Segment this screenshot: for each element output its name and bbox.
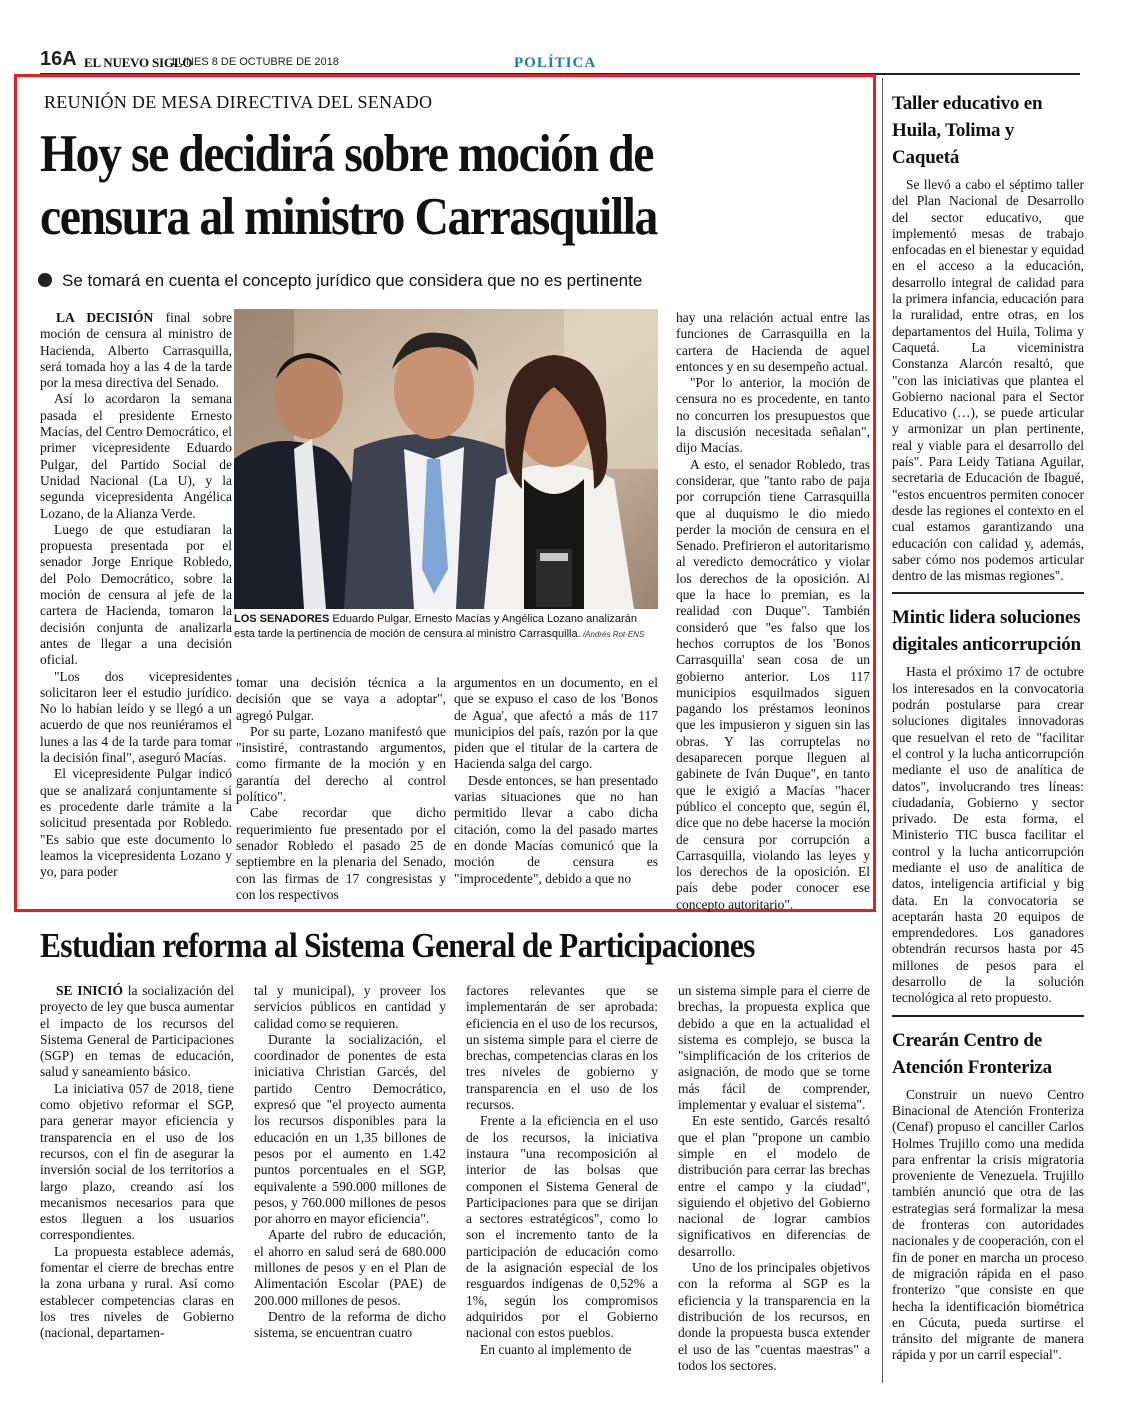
sidebar xyxy=(892,90,1084,1364)
bullet-icon xyxy=(38,273,52,287)
paragraph xyxy=(40,983,234,1081)
paragraph xyxy=(40,310,232,391)
second-column-1 xyxy=(40,983,234,1342)
paragraph: "Los dos vicepresidentes solicitaron leer el estudio jurídico. No lo habían leído y se llegó a un acuerdo de que nos reuniéramos el lunes a las 4 de la tarde para tomar la decisión final", aseguró Macías. xyxy=(40,668,232,766)
issue-date: LUNES 8 DE OCTUBRE DE 2018 xyxy=(172,56,339,68)
paragraph: "Por lo anterior, la moción de censura no es procedente, en tanto no concurren los presupuestos que la discusión necesitada señalan", dijo Macías. xyxy=(676,375,870,456)
senators-photo xyxy=(234,309,658,609)
paragraph: Desde entonces, se han presentado varias situaciones que no han permitido llevar a cabo dicha citación, como la del pasado martes en donde Macías comunicó que la moción de censura es "improcedente", debido a que no xyxy=(454,772,658,886)
sidebar-title-fronteriza: Crearán Centro de Atención Fronteriza xyxy=(892,1029,1052,1078)
paragraph: hay una relación actual entre las funciones de Carrasquilla en la cartera de Hacienda de aquel entonces y en su desempeño actual. xyxy=(676,310,870,374)
main-column-4 xyxy=(676,310,870,913)
sidebar-story-fronteriza xyxy=(892,1087,1084,1364)
sidebar-rule xyxy=(892,592,1084,594)
paragraph: Por su parte, Lozano manifestó que "insistiré, contrastando argumentos, como firmante de la moción y en garantía del derecho al control político". xyxy=(236,723,446,805)
caption-lead: LOS SENADORES xyxy=(234,613,330,625)
paragraph: un sistema simple para el cierre de brechas, la propuesta explica que debido a que en la actualidad el sistema es complejo, se busca la "simplificación de los criterios de asignación, de modo que se torne más fácil de comprender, implementar y evaluar el sistema". xyxy=(678,983,870,1113)
main-headline xyxy=(40,123,778,249)
second-column-4 xyxy=(678,983,870,1374)
second-headline: Estudian reforma al Sistema General de Participaciones xyxy=(40,926,755,965)
main-subhead-text: Se tomará en cuenta el concepto jurídico que considera que no es pertinente xyxy=(62,271,643,290)
paragraph: La propuesta establece además, fomentar el cierre de brechas entre la zona urbana y rural. Así como establecer competencias claras en los tres niveles de Gobierno (nacional, departamen- xyxy=(40,1243,234,1341)
main-column-3 xyxy=(454,675,658,887)
paragraph: El vicepresidente Pulgar indicó que se analizará conjuntamente si es procedente darle trámite a la solicitud presentada por Robledo. "Es sabio que este documento lo leamos la vicepresidenta Lozano y yo, para poder xyxy=(40,766,232,880)
paragraph: Construir un nuevo Centro Binacional de Atención Fronteriza (Cenaf) propuso el canciller Carlos Holmes Trujillo como una medida para enfrentar la crisis migratoria proveniente de Venezuela. Trujillo también anunció que otra de las estrategias será formalizar la mesa de fronteras con autoridades nacionales y de cooperación, con el fin de poner en marcha un proceso de migración rápida en el paso fronterizo "que consiste en que hecha la identificación biométrica en Cúcuta, pueda surtirse el tránsito del migrante de manera rápida y por un carril especial". xyxy=(892,1086,1084,1363)
paragraph: En este sentido, Garcés resaltó que el plan "propone un cambio simple en el modelo de distribución para cerrar las brechas entre el campo y la ciudad", siguiendo el objetivo del Gobierno nacional de lograr cambios significativos en diferencias de desarrollo. xyxy=(678,1113,870,1259)
sidebar-story-mintic xyxy=(892,664,1084,1006)
paragraph: La iniciativa 057 de 2018, tiene como objetivo reformar el SGP, para generar mayor eficiencia y transparencia en el uso de los recursos, con el fin de asegurar la inversión social de los territorios a largo plazo, creando así los mecanismos necesarios para que estos lleguen a los usuarios correspondientes. xyxy=(40,1080,234,1243)
main-headline-line1: Hoy se decidirá sobre moción de xyxy=(40,125,653,183)
paragraph: En cuanto al implemento de xyxy=(480,1341,632,1357)
paragraph: Uno de los principales objetivos con la reforma al SGP es la eficiencia y la transparencia en la distribución de los recursos, en donde la propuesta busca extender el uso de las "cuentas maestras" a todos los sectores. xyxy=(678,1260,870,1373)
paragraph: Dentro de la reforma de dicho sistema, se encuentran cuatro xyxy=(254,1308,446,1341)
main-headline-line2: censura al ministro Carrasquilla xyxy=(40,188,657,246)
paragraph: factores relevantes que se implementarán de ser aprobada: eficiencia en el uso de los recursos, un sistema simple para el cierre de brechas, competencias claras en los tres niveles de gobierno y transparencia en el uso de los recursos. xyxy=(466,983,658,1113)
paragraph-text: la socialización del proyecto de ley que busca aumentar el impacto de los recursos del Sistema General de Participaciones (SGP) en temas de educación, salud y saneamiento básico. xyxy=(40,983,234,1080)
main-subhead xyxy=(38,271,642,291)
paragraph: Aparte del rubro de educación, el ahorro en salud será de 680.000 millones de pesos y en el Plan de Alimentación Escolar (PAE) de 200.000 millones de pesos. xyxy=(254,1227,446,1308)
paragraph: Durante la socialización, el coordinador de ponentes de esta iniciativa Christian Garcés, del partido Centro Democrático, expresó que "el proyecto aumenta los recursos disponibles para la educación en un 1,35 billones de pesos por el aumento en 1.42 puntos porcentuales en el SGP, equivalente a 590.000 millones de pesos, y 760.000 millones de pesos por ahorro en mayor eficiencia". xyxy=(254,1031,446,1227)
sidebar-title-mintic: Mintic lidera soluciones digitales anticorrupción xyxy=(892,607,1081,656)
sidebar-rule xyxy=(892,1015,1084,1017)
paragraph: Hasta el próximo 17 de octubre los interesados en la convocatoria podrán postularse para crear soluciones digitales innovadoras que resuelvan el reto de "facilitar el control y la lucha anticorrupción mediante el uso de analítica de datos", involucrando tres líneas: ciudadanía, Gobierno y sector privado. De esta forma, el Ministerio TIC busca facilitar el control y la lucha anticorrupción mediante el uso de analítica de datos, inteligencia artificial y big data. En la convocatoria se aceptarán hasta 20 equipos de emprendedores. Los ganadores obtendrán recursos hasta por 45 millones de pesos para el desarrollo de la solución tecnológica al reto propuesto. xyxy=(892,664,1084,1006)
second-column-3 xyxy=(466,983,658,1358)
paragraph-text: final sobre moción de censura al ministro de Hacienda, Alberto Carrasquilla, será tomada hoy a las 4 de la tarde por la mesa directiva del Senado. xyxy=(40,310,233,391)
paragraph: argumentos en un documento, en el que se expuso el caso de los 'Bonos de Agua', que afectó a más de 117 municipios del país, razón por la que piden que el titular de la cartera de Hacienda salga del cargo. xyxy=(454,675,658,772)
paragraph: A esto, el senador Robledo, tras considerar, que "tanto rabo de paja por corrupción tiene Carrasquilla que al duquismo le dio miedo perder la moción de censura en el Senado. Prefirieron el autoritarismo al veredicto democrático y violar los derechos de la oposición. Al que la hace lo premian, es la realidad con Duque". También consideró que "es falso que los hechos corruptos de los 'Bonos Carrasquilla' sean cosa de un gobierno anterior. Los 117 municipios esquilmados siguen pagando los préstamos leoninos que les impusieron y siguen sin las obras. Y las corruptelas no desaparecen porque lleguen al gabinete de Iván Duque", en tanto que le exigió a Macías "hacer público el concepto que, según él, dice que no debe hacerse la moción de censura por corrupción a Carrasquilla, violando las leyes y los derechos de la oposición. El país debe poder conocer ese concepto autoritario". xyxy=(676,456,870,912)
paragraph: Luego de que estudiaran la propuesta presentada por el senador Jorge Enrique Robledo, del Polo Democrático, sobre la moción de censura al jefe de la cartera de Hacienda, tomaron la decisión conjunta de analizarla antes de llegar a una decisión oficial. xyxy=(40,521,232,668)
paragraph: tal y municipal), y proveer los servicios públicos en cantidad y calidad como se requieren. xyxy=(254,983,446,1031)
page-number: 16A xyxy=(40,48,77,70)
photo-credit: /Andrés Rot-ENS xyxy=(580,630,645,639)
section-label: POLÍTICA xyxy=(514,55,597,71)
paragraph: Se llevó a cabo el séptimo taller del Plan Nacional de Desarrollo del sector educativo, que implementó mesas de trabajo enfocadas en el bienestar y equidad en el acceso a la educación, desarrollo integral de calidad para la primera infancia, educación para la ruralidad, entre otras, en los departamentos del Huila, Tolima y Caquetá. La viceministra Constanza Alarcón resaltó, que "con las iniciativas que plantea el Gobierno nacional para el Sector Educativo (…), se puede articular y armonizar un plan pertinente, real y viable para el desarrollo del país". Para Leidy Tatiana Aguilar, secretaria de Educación de Ibagué, "estos encuentros permiten conocer desde las regiones el contexto en el cual estamos garantizando una educación con calidad y, además, saber cómo nos podemos articular dentro de las mismas regiones". xyxy=(892,177,1084,584)
paragraph: Así lo acordaron la semana pasada el presidente Ernesto Macías, del Centro Democrático, el primer vicepresidente Eduardo Pulgar, del Partido Social de Unidad Nacional (La U), y la segunda vicepresidenta Angélica Lozano, de la Alianza Verde. xyxy=(40,391,232,521)
main-column-2 xyxy=(236,675,446,903)
lead-in: LA DECISIÓN xyxy=(56,310,154,325)
main-kicker: REUNIÓN DE MESA DIRECTIVA DEL SENADO xyxy=(44,92,433,112)
sidebar-divider xyxy=(882,78,883,1383)
paragraph: Frente a la eficiencia en el uso de los recursos, la iniciativa instaura "una recomposición al interior de las bolsas que componen el Sistema General de Participaciones para que se dirijan a sectores estratégicos", como lo son el incremento tanto de la participación de educación como de la asignación especial de los resguardos indígenas de 0,52% a 1%, según los compromisos adquiridos por el Gobierno nacional con estos pueblos. xyxy=(466,1113,658,1341)
photo-caption xyxy=(234,612,658,642)
sidebar-title-taller: Taller educativo en Huila, Tolima y Caquetá xyxy=(892,93,1043,168)
sidebar-story-taller xyxy=(892,177,1084,584)
paragraph: tomar una decisión técnica a la decisión que se vaya a adoptar", agregó Pulgar. xyxy=(236,675,446,723)
main-column-1 xyxy=(40,310,232,880)
second-column-2 xyxy=(254,983,446,1342)
photo-illustration xyxy=(234,309,658,609)
caption-text: Eduardo Pulgar, Ernesto Macías y Angélica Lozano analizarán esta tarde la pertinencia de moción de censura al ministro Carrasquilla. xyxy=(234,613,637,640)
lead-in: SE INICIÓ xyxy=(56,983,124,998)
newspaper-name: EL NUEVO SIGLO xyxy=(84,55,193,70)
paragraph: Cabe recordar que dicho requerimiento fue presentado por el senador Robledo el pasado 25 de septiembre en la plenaria del Senado, con las firmas de 17 congresistas y con los respectivos xyxy=(236,805,446,902)
